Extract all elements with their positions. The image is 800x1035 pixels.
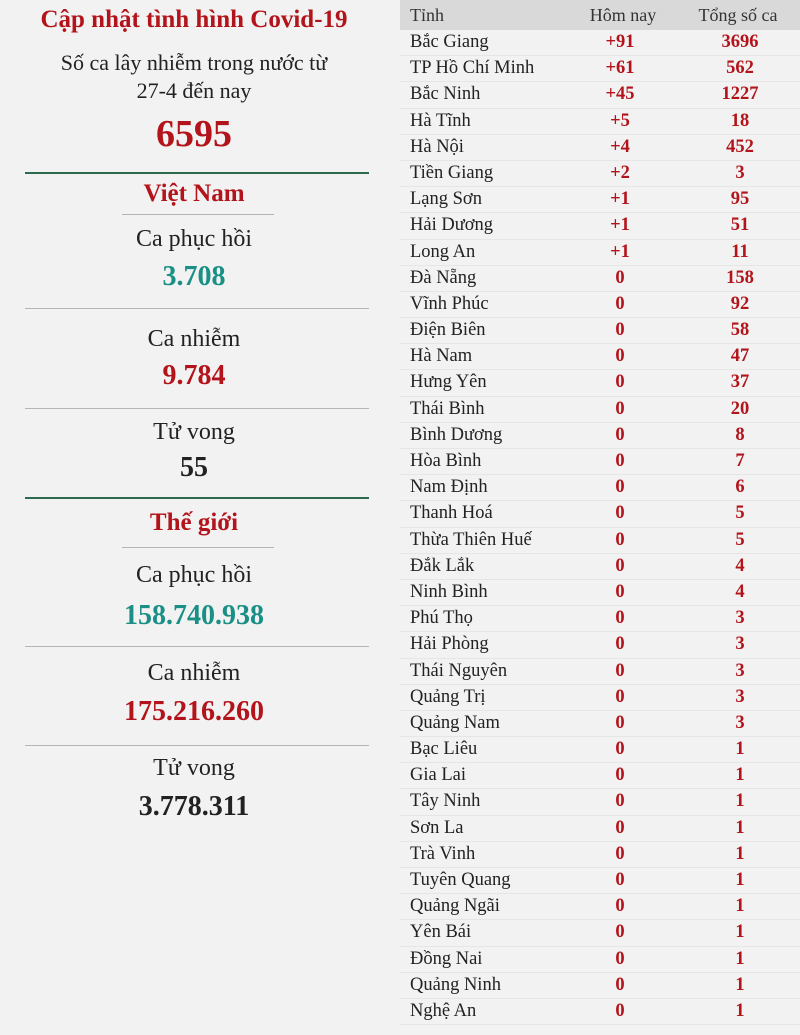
today-cell: 0 bbox=[615, 739, 625, 760]
total-cell: 1 bbox=[735, 765, 745, 786]
total-cell: 5 bbox=[735, 503, 745, 524]
total-cell: 1227 bbox=[721, 84, 759, 105]
province-cell: Tây Ninh bbox=[410, 791, 481, 812]
province-cell: Thái Bình bbox=[410, 398, 485, 419]
today-cell: 0 bbox=[615, 529, 625, 550]
total-cell: 3 bbox=[735, 608, 745, 629]
province-cell: Bạc Liêu bbox=[410, 739, 478, 760]
table-row bbox=[400, 606, 800, 632]
today-cell: 0 bbox=[615, 922, 625, 943]
total-cell: 1 bbox=[735, 896, 745, 917]
domestic-cases-count: 6595 bbox=[156, 113, 232, 155]
today-cell: +2 bbox=[610, 162, 630, 183]
province-cell: Bắc Giang bbox=[410, 32, 489, 52]
province-cell: Tiền Giang bbox=[410, 162, 494, 183]
table-row bbox=[400, 947, 800, 973]
divider bbox=[25, 745, 369, 746]
province-cell: Sơn La bbox=[410, 817, 464, 838]
province-cell: Tuyên Quang bbox=[410, 870, 511, 890]
total-cell: 1 bbox=[735, 922, 745, 943]
table-row bbox=[400, 816, 800, 842]
table-row bbox=[400, 30, 800, 56]
divider bbox=[25, 497, 369, 499]
total-cell: 3 bbox=[735, 660, 745, 681]
today-cell: 0 bbox=[615, 870, 625, 890]
today-cell: 0 bbox=[615, 896, 625, 917]
province-cell: Quảng Ninh bbox=[410, 974, 501, 995]
vietnam-infected-label: Ca nhiễm bbox=[147, 326, 241, 352]
province-cell: Hưng Yên bbox=[410, 372, 487, 393]
total-cell: 3 bbox=[735, 686, 745, 707]
today-cell: 0 bbox=[615, 320, 625, 341]
province-cell: Bắc Ninh bbox=[410, 84, 481, 105]
today-cell: +4 bbox=[610, 136, 630, 157]
total-cell: 6 bbox=[735, 477, 745, 498]
total-cell: 4 bbox=[735, 555, 745, 576]
table-row bbox=[400, 580, 800, 606]
table-row bbox=[400, 999, 800, 1025]
table-row bbox=[400, 56, 800, 82]
divider bbox=[25, 408, 369, 409]
table-row bbox=[400, 475, 800, 501]
total-cell: 1 bbox=[735, 791, 745, 812]
total-cell: 37 bbox=[730, 372, 750, 393]
divider bbox=[122, 214, 274, 215]
table-row bbox=[400, 973, 800, 999]
province-cell: Bình Dương bbox=[410, 424, 503, 445]
today-cell: 0 bbox=[615, 581, 625, 602]
province-cell: Phú Thọ bbox=[410, 608, 473, 629]
table-row bbox=[400, 82, 800, 108]
total-cell: 1 bbox=[735, 1000, 745, 1021]
province-cell: Ninh Bình bbox=[410, 581, 488, 602]
total-cell: 51 bbox=[730, 215, 750, 236]
header-province: Tỉnh bbox=[410, 5, 444, 25]
table-row bbox=[400, 737, 800, 763]
divider bbox=[122, 547, 274, 548]
table-row bbox=[400, 528, 800, 554]
province-cell: Hải Dương bbox=[410, 215, 494, 236]
subtitle-line-1: Số ca lây nhiễm trong nước từ bbox=[60, 50, 328, 75]
vietnam-deaths-value: 55 bbox=[180, 452, 208, 483]
total-cell: 3 bbox=[735, 634, 745, 655]
table-row bbox=[400, 920, 800, 946]
today-cell: 0 bbox=[615, 686, 625, 707]
today-cell: 0 bbox=[615, 451, 625, 471]
today-cell: 0 bbox=[615, 267, 625, 288]
today-cell: 0 bbox=[615, 712, 625, 733]
table-row bbox=[400, 423, 800, 449]
total-cell: 7 bbox=[735, 451, 745, 471]
vietnam-recovered-value: 3.708 bbox=[162, 261, 226, 292]
table-row bbox=[400, 659, 800, 685]
table-row bbox=[400, 161, 800, 187]
today-cell: 0 bbox=[615, 817, 625, 838]
province-cell: Thái Nguyên bbox=[410, 660, 508, 681]
vietnam-deaths-label: Tử vong bbox=[153, 419, 235, 445]
province-cell: Hòa Bình bbox=[410, 451, 482, 471]
table-row bbox=[400, 894, 800, 920]
table-row bbox=[400, 318, 800, 344]
table-row bbox=[400, 685, 800, 711]
header-total: Tổng số ca bbox=[698, 5, 778, 25]
today-cell: +1 bbox=[610, 215, 630, 236]
table-body bbox=[400, 30, 800, 1025]
table-row bbox=[400, 240, 800, 266]
total-cell: 92 bbox=[730, 293, 750, 314]
today-cell: +91 bbox=[605, 32, 635, 52]
total-cell: 20 bbox=[730, 398, 750, 419]
table-row bbox=[400, 397, 800, 423]
today-cell: 0 bbox=[615, 948, 625, 969]
province-cell: Quảng Nam bbox=[410, 712, 500, 733]
today-cell: 0 bbox=[615, 477, 625, 498]
today-cell: +1 bbox=[610, 189, 630, 210]
province-cell: Thanh Hoá bbox=[410, 503, 493, 524]
vietnam-recovered-label: Ca phục hồi bbox=[136, 226, 252, 252]
table-row bbox=[400, 501, 800, 527]
world-infected-label: Ca nhiễm bbox=[147, 660, 241, 686]
today-cell: 0 bbox=[615, 765, 625, 786]
header-today: Hôm nay bbox=[589, 5, 657, 25]
total-cell: 3 bbox=[735, 712, 745, 733]
province-cell: Yên Bái bbox=[410, 922, 472, 943]
total-cell: 1 bbox=[735, 817, 745, 838]
today-cell: +45 bbox=[605, 84, 635, 105]
province-cell: Quảng Trị bbox=[410, 686, 486, 707]
province-cell: Thừa Thiên Huế bbox=[410, 529, 532, 550]
table-row bbox=[400, 763, 800, 789]
total-cell: 1 bbox=[735, 739, 745, 760]
world-recovered-value: 158.740.938 bbox=[124, 600, 264, 631]
total-cell: 95 bbox=[730, 189, 750, 210]
table-row bbox=[400, 868, 800, 894]
summary-panel bbox=[0, 0, 388, 1035]
world-recovered-label: Ca phục hồi bbox=[136, 562, 252, 588]
total-cell: 58 bbox=[730, 320, 750, 341]
today-cell: 0 bbox=[615, 634, 625, 655]
total-cell: 18 bbox=[730, 110, 750, 131]
today-cell: +5 bbox=[610, 110, 630, 131]
province-cell: Đắk Lắk bbox=[410, 555, 475, 576]
divider bbox=[25, 172, 369, 174]
world-deaths-value: 3.778.311 bbox=[138, 791, 250, 822]
today-cell: 0 bbox=[615, 424, 625, 445]
total-cell: 1 bbox=[735, 843, 745, 864]
divider bbox=[25, 308, 369, 309]
today-cell: 0 bbox=[615, 974, 625, 995]
province-cell: Hà Nam bbox=[410, 346, 473, 367]
today-cell: +61 bbox=[605, 58, 635, 79]
province-cell: Hải Phòng bbox=[410, 634, 489, 655]
province-cell: Đà Nẵng bbox=[410, 267, 477, 288]
today-cell: 0 bbox=[615, 503, 625, 524]
table-row bbox=[400, 187, 800, 213]
total-cell: 3 bbox=[735, 162, 745, 183]
total-cell: 1 bbox=[735, 948, 745, 969]
table-row bbox=[400, 789, 800, 815]
table-row bbox=[400, 135, 800, 161]
total-cell: 47 bbox=[730, 346, 750, 367]
total-cell: 3696 bbox=[721, 32, 759, 52]
subtitle-line-2: 27-4 đến nay bbox=[136, 78, 252, 103]
province-cell: Quảng Ngãi bbox=[410, 896, 500, 917]
today-cell: 0 bbox=[615, 398, 625, 419]
total-cell: 4 bbox=[735, 581, 745, 602]
subtitle bbox=[0, 49, 388, 105]
table-row bbox=[400, 842, 800, 868]
province-cell: Hà Tĩnh bbox=[410, 110, 471, 131]
today-cell: 0 bbox=[615, 346, 625, 367]
total-cell: 158 bbox=[726, 267, 754, 288]
page-title: Cập nhật tình hình Covid-19 bbox=[40, 6, 348, 33]
province-cell: TP Hồ Chí Minh bbox=[410, 58, 535, 79]
today-cell: 0 bbox=[615, 555, 625, 576]
vietnam-heading: Việt Nam bbox=[143, 180, 245, 207]
table-row bbox=[400, 266, 800, 292]
province-cell: Hà Nội bbox=[410, 136, 464, 157]
today-cell: +1 bbox=[610, 241, 630, 262]
today-cell: 0 bbox=[615, 843, 625, 864]
table-row bbox=[400, 292, 800, 318]
province-cell: Lạng Sơn bbox=[410, 189, 482, 210]
table-row bbox=[400, 370, 800, 396]
total-cell: 8 bbox=[735, 424, 745, 445]
province-cell: Đồng Nai bbox=[410, 948, 483, 969]
table-header bbox=[400, 0, 800, 30]
today-cell: 0 bbox=[615, 791, 625, 812]
today-cell: 0 bbox=[615, 660, 625, 681]
today-cell: 0 bbox=[615, 608, 625, 629]
province-cell: Trà Vinh bbox=[410, 843, 476, 864]
province-cell: Long An bbox=[410, 241, 476, 262]
province-cell: Nghệ An bbox=[410, 1000, 477, 1021]
today-cell: 0 bbox=[615, 1000, 625, 1021]
total-cell: 452 bbox=[726, 136, 754, 157]
total-cell: 1 bbox=[735, 974, 745, 995]
table-row bbox=[400, 344, 800, 370]
world-heading: Thế giới bbox=[149, 509, 239, 536]
today-cell: 0 bbox=[615, 293, 625, 314]
world-deaths-label: Tử vong bbox=[153, 755, 235, 781]
table-row bbox=[400, 711, 800, 737]
province-cell: Nam Định bbox=[410, 477, 488, 498]
total-cell: 1 bbox=[735, 870, 745, 890]
table-row bbox=[400, 632, 800, 658]
total-cell: 562 bbox=[726, 58, 754, 79]
table-row bbox=[400, 449, 800, 475]
table-row bbox=[400, 213, 800, 239]
province-cell: Điện Biên bbox=[410, 320, 486, 341]
world-infected-value: 175.216.260 bbox=[124, 696, 264, 727]
province-cell: Vĩnh Phúc bbox=[410, 293, 489, 314]
divider bbox=[25, 646, 369, 647]
table-row bbox=[400, 554, 800, 580]
total-cell: 5 bbox=[735, 529, 745, 550]
today-cell: 0 bbox=[615, 372, 625, 393]
vietnam-infected-value: 9.784 bbox=[162, 360, 226, 391]
province-table bbox=[400, 0, 800, 1035]
table-row bbox=[400, 109, 800, 135]
total-cell: 11 bbox=[731, 241, 749, 262]
province-cell: Gia Lai bbox=[410, 765, 466, 786]
